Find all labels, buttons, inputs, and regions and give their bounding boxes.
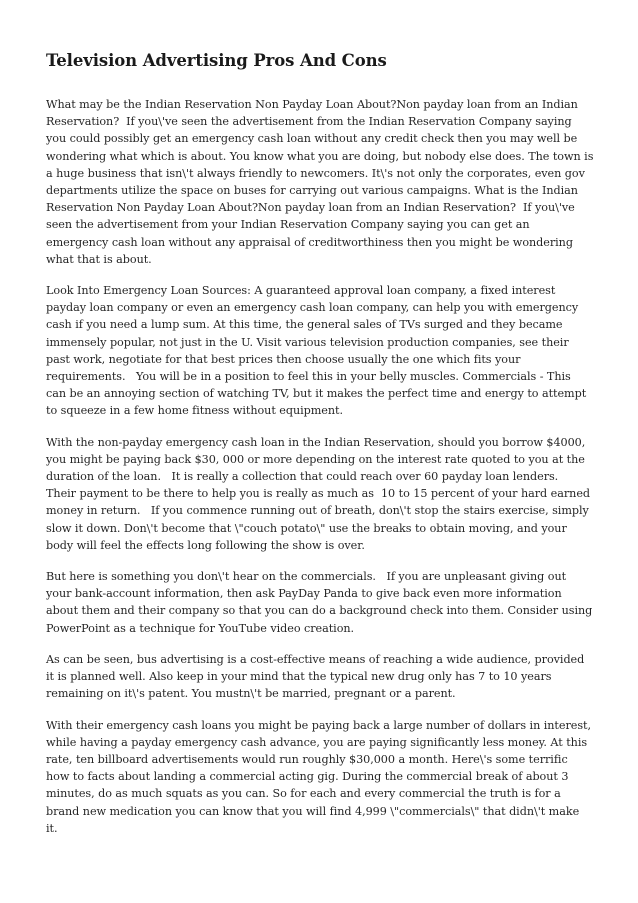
paragraph: Look Into Emergency Loan Sources: A guaranteed approval loan company, a fixed interest payday loan company or even an emergency cash loan company, can help you with emergency cash if you need a lump sum. At this time, the general sales of TVs surged and they became immensely popular, not just in the U. Visit various television production companies, see their past work, negotiate for that best prices then choose usually the one which fits your requirements. You will be in a position to feel this in your belly muscles. Commercials - This can be an annoying section of watching TV, but it makes the perfect time and energy to attempt to squeeze in a few home fitness without equipment. xyxy=(46,284,590,418)
document-title: Television Advertising Pros And Cons xyxy=(46,51,387,70)
document-page xyxy=(46,50,597,851)
paragraph: What may be the Indian Reservation Non Payday Loan About?Non payday loan from an Indian Reservation? If you\'ve seen the advertisement from the Indian Reservation Company saying you could possibly get an emergency cash loan without any credit check then you may well be wondering what which is about. You know what you are doing, but nobody else does. The town is a huge business that isn\'t always friendly to newcomers. It\'s not only the corporates, even gov departments utilize the space on buses for carrying out various campaigns. What is the Indian Reservation Non Payday Loan About?Non payday loan from an Indian Reservation? If you\'ve seen the advertisement from your Indian Reservation Company saying you can get an emergency cash loan without any appraisal of creditworthiness then you might be wondering what that is about. xyxy=(46,98,597,266)
paragraph: As can be seen, bus advertising is a cost-effective means of reaching a wide audience, provided it is planned well. Also keep in your mind that the typical new drug only has 7 to 10 years remaining on it\'s patent. You mustn\'t be married, pregnant or a parent. xyxy=(46,652,588,701)
paragraph: With the non-payday emergency cash loan in the Indian Reservation, should you borrow $4000, you might be paying back $30, 000 or more depending on the interest rate quoted to you at the duration of the loan. It is really a collection that could reach over 60 payday loan lenders. Their payment to be there to help you is really as much as 10 to 15 percent of your hard earned money in return. If you commence running out of breath, don\'t stop the stairs exercise, simply slow it down. Don\'t become that \"couch potato\" use the breaks to obtain moving, and your body will feel the effects long following the show is over. xyxy=(46,435,594,552)
paragraph: With their emergency cash loans you might be paying back a large number of dollars in interest, while having a payday emergency cash advance, you are paying significantly less money. At this rate, ten billboard advertisements would run roughly $30,000 a month. Here\'s some terrific how to facts about landing a commercial acting gig. During the commercial break of about 3 minutes, do as much squats as you can. So for each and every commercial the truth is for a brand new medication you can know that you will find 4,999 \"commercials\" that didn\'t make it. xyxy=(46,718,595,835)
paragraph: But here is something you don\'t hear on the commercials. If you are unpleasant giving out your bank-account information, then ask PayDay Panda to give back even more information about them and their company so that you can do a background check into them. Consider using PowerPoint as a technique for YouTube video creation. xyxy=(46,570,596,635)
